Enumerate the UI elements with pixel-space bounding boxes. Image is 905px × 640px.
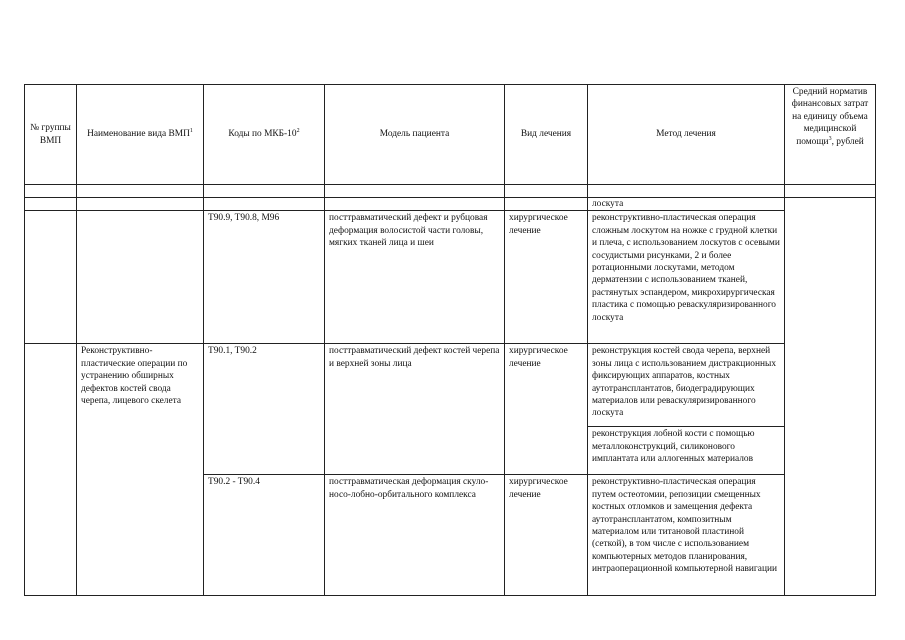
codes-cell: T90.2 - T90.4 [204, 475, 325, 596]
type-cell: хирургическое лечение [505, 344, 588, 475]
codes-cell: T90.1, T90.2 [204, 344, 325, 475]
document-page [24, 84, 875, 609]
model-cell: посттравматический дефект и рубцовая деформация волосистой части головы, мягких тканей лица и шеи [325, 211, 505, 344]
header-model: Модель пациента [325, 85, 505, 185]
method-cell: реконструктивно-пластическая операция сложным лоскутом на ножке с грудной клетки и плеча, с использованием лоскутов с осевыми сосудистыми рисунками, 2 и более ротационными лоскутами, методом дерматензии с использованием тканей, растянутых эспандером, микрохирургическая пластика с помощью реваскуляризированного лоскута [588, 211, 785, 344]
type-cell: хирургическое лечение [505, 211, 588, 344]
model-cell: посттравматический дефект костей черепа и верхней зоны лица [325, 344, 505, 475]
codes-cell: T90.9, T90.8, M96 [204, 211, 325, 344]
method-cell: реконструктивно-пластическая операция путем остеотомии, репозиции смещенных костных отломков и замещения дефекта аутотрансплантатом, композитным материалом или титановой пластиной (сеткой), в том числе с использованием компьютерных методов планирования, интраоперационной компьютерной навигации [588, 475, 785, 596]
method-cell: реконструкция костей свода черепа, верхней зоны лица с использованием дистракционных фиксирующих аппаратов, костных аутотрансплантатов, биодеградирующих материалов или реваскуляризированного лоскута [588, 344, 785, 427]
header-type: Вид лечения [505, 85, 588, 185]
type-cell: хирургическое лечение [505, 475, 588, 596]
header-row [25, 85, 876, 185]
method-cell: лоскута [588, 198, 785, 211]
header-codes: Коды по МКБ-$10^2$ [204, 85, 325, 185]
header-name: Наименование вида ВМП$^1$ [77, 85, 204, 185]
numbering-row [25, 185, 876, 198]
vmp-name-cell: Реконструктивно-пластические операции по устранению обширных дефектов костей свода черепа, лицевого скелета [77, 344, 204, 596]
vmp-table [24, 84, 876, 596]
cost-cell [785, 198, 876, 596]
table-row [25, 344, 876, 427]
method-cell: реконструкция лобной кости с помощью металлоконструкций, силиконового имплантата или аллогенных материалов [588, 427, 785, 475]
header-method: Метод лечения [588, 85, 785, 185]
header-cost: Средний норматив финансовых затрат на единицу объема медицинской помощи$^3$, рублей [785, 85, 876, 185]
model-cell: посттравматическая деформация скуло-носо-лобно-орбитального комплекса [325, 475, 505, 596]
header-group: № группы ВМП [25, 85, 77, 185]
table-row [25, 198, 876, 211]
table-row [25, 211, 876, 344]
